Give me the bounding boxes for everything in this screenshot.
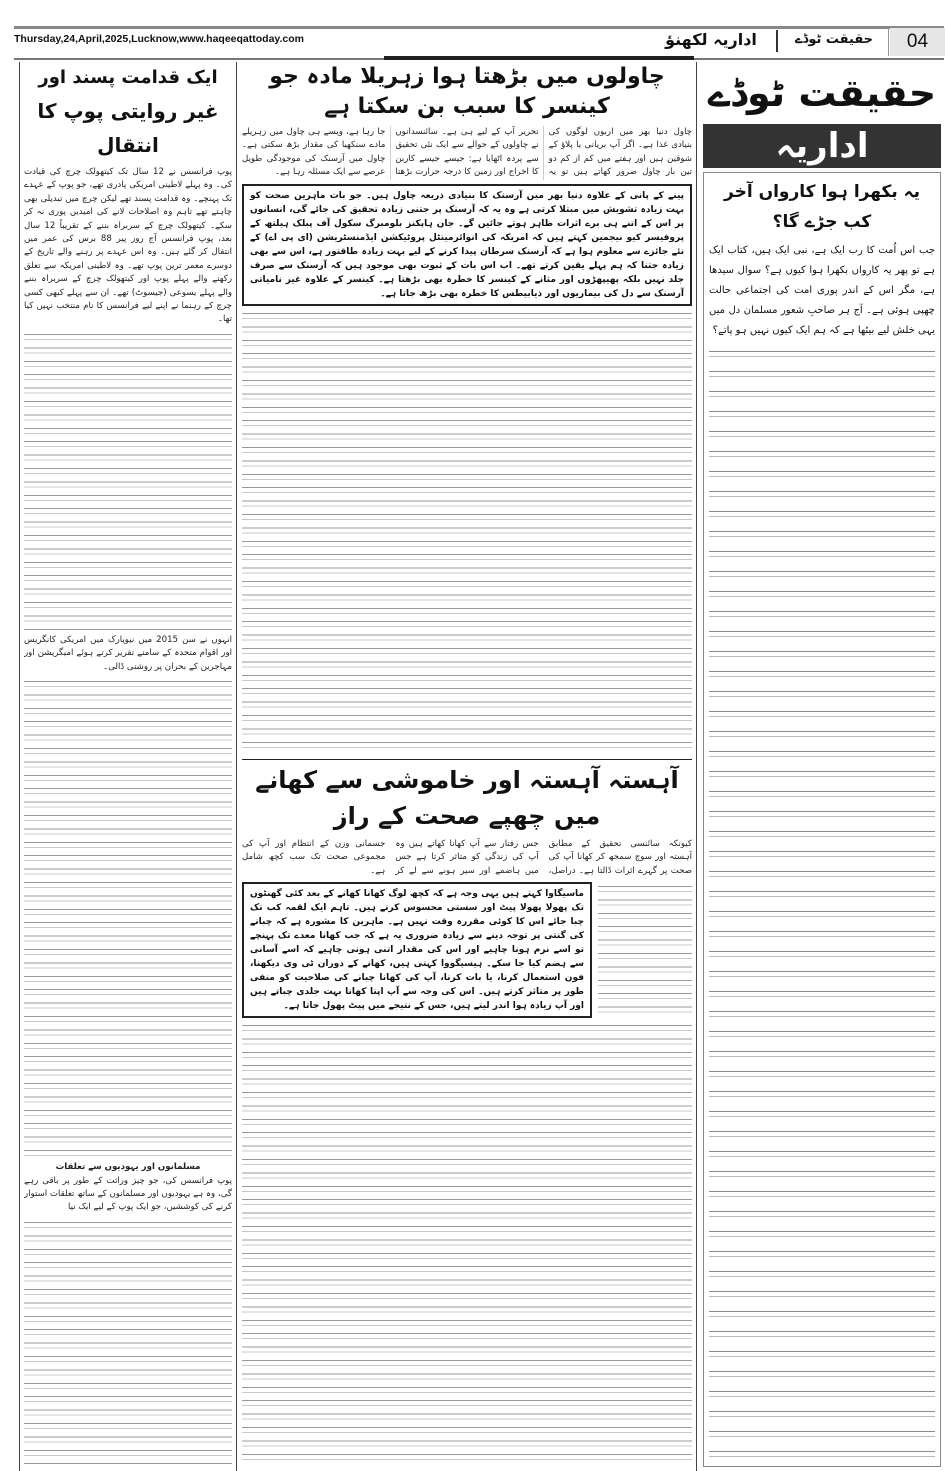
editorial-body: جب اس اُمت کا رب ایک ہے، نبی ایک ہیں، کتاب ایک ہے تو پھر یہ کارواں بکھرا ہوا کیوں ہے؟ سوال سیدھا ہے، مگر اس کے اندر پوری امت کی اجتماعی حالت چھپی ہوئی ہے۔ آج ہر صاحبِ شعور مسلمان دل میں یہی خلش لیے بیٹھا ہے کہ ہم ایک کیوں نہیں ہو پاتے؟ <box>709 245 935 336</box>
paper-name: حقیقت ٹوڈے <box>794 32 874 47</box>
pope-paragraph-3: پوپ فرانسس کی، جو چیز وراثت کے طور پر باقی رہے گی، وہ ہے یہودیوں اور مسلمانوں کے ساتھ تعلقات استوار کرنے کی کوششیں، جو ایک پوپ کے لیے ایک نیا <box>24 1175 232 1213</box>
eating-headline: آہستہ آہستہ اور خاموشی سے کھانے میں چھپے صحت کے راز <box>255 765 679 830</box>
page-number: 04 <box>890 28 945 56</box>
dateline: Thursday,24,April,2025,Lucknow,www.haqeeqattoday.com <box>14 33 304 45</box>
rice-highlight-box: پینے کے پانی کے علاوہ دنیا بھر میں آرسنک کا بنیادی ذریعہ چاول ہیں۔ جو بات ماہرین صحت کو بہت زیادہ تشویش میں مبتلا کرتی ہے وہ یہ کہ آرسنک پر جتنی زیادہ تحقیق کی جائے گی، انسانوں پر اس کے اتنے ہی برے اثرات ظاہر ہوتے جائیں گے۔ جان ہاپکنز بلومبرگ سکول آف پبلک ہیلتھ کے پروفیسر کیو نیجمین کہتے ہیں کہ امریکہ کی انوائرمینٹل پروٹیکشن ایڈمنسٹریشن (ای پی اے) کے نئے جائزے سے معلوم ہوا ہے کہ آرسنک سرطان پیدا کرنے کے لیے بہت زیادہ طاقتور ہے، اس سے بھی زیادہ جتنا کہ ہم پہلے یقین کرتے تھے۔ اب اس بات کے ثبوت بھی موجود ہیں کہ آرسنک سے صرف جلد نہیں بلکہ پھیپھڑوں اور مثانے کے کینسر کا خطرہ بھی بڑھتا ہے۔ کینسر کے علاوہ غیر نامیاتی آرسنک سے دل کی بیماریوں اور ذیابیطس کا خطرہ بھی بڑھ جاتا ہے۔ <box>242 184 692 306</box>
pope-article <box>24 62 232 1467</box>
text-filler <box>598 882 692 1018</box>
masthead-logo: حقیقت ٹوڈے <box>707 71 937 115</box>
top-rule <box>14 26 944 29</box>
text-filler <box>24 677 232 1157</box>
column-divider-left <box>236 62 237 1471</box>
eating-highlight-row <box>242 882 692 1018</box>
eating-intro-text: کیونکہ سائنسی تحقیق کے مطابق آہستہ اور سوچ سمجھ کر کھانا آپ کی صحت پر گہرے اثرات ڈالتا ہے۔ دراصل، جس رفتار سے آپ کھانا کھاتے ہیں وہ آپ کی زندگی کو متاثر کرتا ہے جس میں ہاضمے اور سیر ہونے سے لے کر جسمانی وزن کے انتظام اور آپ کی مجموعی صحت تک سب کچھ شامل ہے۔ <box>242 838 692 876</box>
text-filler <box>24 1218 232 1467</box>
rice-intro-text: چاول دنیا بھر میں اربوں لوگوں کی بنیادی غذا ہے۔ اگر آپ بریانی یا پلاؤ کے شوقین ہیں اور ہفتے میں کم از کم دو تین بار چاول ضرور کھاتے ہیں تو یہ تحریر آپ کے لیے ہی ہے۔ سائنسدانوں نے چاولوں کے حوالے سے ایک نئی تحقیق سے پردہ اٹھایا ہے: جیسے جیسے کاربن کا اخراج اور زمین کا درجہ حرارت بڑھتا جا رہا ہے، ویسے ہی چاول میں زہریلے مادے سنکھیا کی مقدار بڑھ سکتی ہے۔ چاول میں آرسنک کی موجودگی طویل عرصے سے ایک مسئلہ رہا ہے۔ <box>242 127 692 178</box>
left-margin-rule <box>19 62 20 1471</box>
header-bottom-rule-left <box>14 58 384 60</box>
rice-body-text <box>242 309 692 755</box>
text-filler <box>709 344 935 1462</box>
header-divider <box>776 30 778 52</box>
pope-headline-line2: غیر روایتی پوپ کا انتقال <box>37 99 219 157</box>
column-divider-right <box>696 62 697 1471</box>
header-divider-2 <box>888 28 889 56</box>
section-name: اداریہ لکھنؤ <box>665 30 757 49</box>
editorial-column <box>703 62 941 1467</box>
pope-paragraph-1: پوپ فرانسس نے 12 سال تک کیتھولک چرچ کی قیادت کی۔ وہ پہلے لاطینی امریکی پادری تھے، جو پوپ کے عہدے تک پہنچے۔ وہ قدامت پسند تھے لیکن چرچ میں تبدیلی بھی چاہتے تھے تاہم وہ اصلاحات لانے کی امیدیں پوری نہ کر سکے۔ کیتھولک چرچ کے سربراہ بننے کے تقریباً 12 سال بعد، پوپ فرانسس آج روز پیر 88 برس کی عمر میں انتقال کر گئے ہیں۔ وہ اس عہدے پر رہنے والے تاریخ کے دوسرے معمر ترین پوپ تھے۔ وہ لاطینی امریکہ سے تعلق رکھنے والے پہلے پوپ اور کیتھولک چرچ کے سربراہ بننے والے پہلے یسوعی (جیسوٹ) تھے۔ ان سے پہلے کبھی کسی چرچ کے رہنما نے اپنے لیے فرانسس کا نام منتخب نہیں کیا تھا۔ <box>24 167 232 325</box>
eating-highlight-box: ماسیگاوا کہتے ہیں یہی وجہ ہے کہ کچھ لوگ کھانا کھانے کے بعد کئی گھنٹوں تک پھولا پھولا پیٹ اور سستی محسوس کرتے ہیں۔ تاہم ایک لقمہ کب تک چبا جائے اس کا کوئی مقررہ وقت نہیں ہے۔ ماہرین کا مشورہ ہے کہ چبانے کی گنتی پر توجہ دینے سے زیادہ ضروری یہ ہے کہ جب کھانا معدے تک پہنچے تو اسے نرم ہونا چاہیے اور اس کی مقدار اتنی ہونی چاہیے کہ اسے آسانی سے ہضم کیا جا سکے۔ ہیسیگووا کہتی ہیں، کھانے کے دوران ٹی وی دیکھنا، فون استعمال کرنا، یا بات کرنا، آپ کی کھانا چبانے کی صلاحیت کو منفی طور پر متاثر کرتے ہیں۔ اس کی وجہ سے آپ اپنا کھانا بہت جلدی چباتے ہیں اور آپ زیادہ ہوا اندر لیتے ہیں، جس کے نتیجے میں پیٹ پھول جاتا ہے۔ <box>242 882 592 1018</box>
editorial-banner: اداریہ <box>703 124 941 168</box>
pope-subhead: مسلمانوں اور یہودیوں سے تعلقات <box>55 1162 201 1173</box>
editorial-title: یہ بکھرا ہوا کارواں آخر کب جڑے گا؟ <box>724 182 920 232</box>
eating-body-text <box>242 1021 692 1467</box>
text-filler <box>24 330 232 630</box>
pope-headline-line1: ایک قدامت پسند اور <box>38 67 218 88</box>
editorial-box <box>703 172 941 1467</box>
article-divider <box>242 759 692 760</box>
header-bottom-rule-right <box>694 58 944 60</box>
pope-paragraph-2: انہوں نے سن 2015 میں نیویارک میں امریکی کانگریس اور اقوام متحدہ کے سامنے تقریر کرتے ہوئے امیگریشن اور مہاجرین کے بحران پر روشنی ڈالی۔ <box>24 634 232 672</box>
middle-column <box>242 62 692 1467</box>
rice-headline: چاولوں میں بڑھتا ہوا زہریلا مادہ جو کینسر کا سبب بن سکتا ہے <box>269 64 665 119</box>
header-thick-rule <box>384 56 694 60</box>
